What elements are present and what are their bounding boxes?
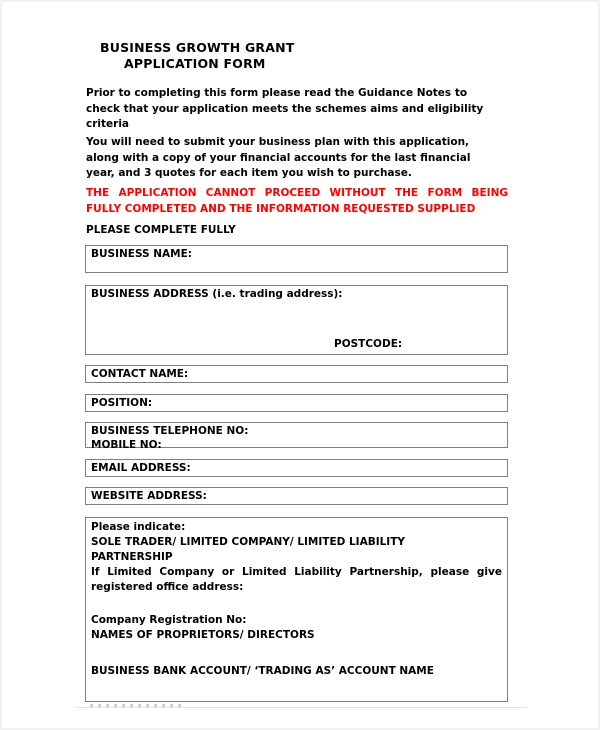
email-address-field[interactable] bbox=[85, 459, 508, 477]
text-line: Prior to completing this form please read the Guidance Notes to bbox=[86, 87, 468, 99]
text-line: FULLY COMPLETED AND THE INFORMATION REQUESTED SUPPLIED bbox=[86, 202, 476, 215]
blank-space bbox=[91, 643, 502, 664]
position-field[interactable] bbox=[85, 394, 508, 412]
business-address-field[interactable] bbox=[85, 285, 508, 355]
text-line: You will need to submit your business plan with this application, bbox=[86, 136, 470, 148]
mobile-no-label: MOBILE NO: bbox=[91, 438, 162, 451]
company-details-field[interactable] bbox=[85, 517, 508, 702]
blank-space bbox=[91, 595, 502, 613]
proprietors-directors-label: NAMES OF PROPRIETORS/ DIRECTORS bbox=[91, 629, 315, 641]
telephone-field[interactable] bbox=[85, 422, 508, 451]
contact-name-field[interactable] bbox=[85, 365, 508, 383]
business-telephone-label: BUSINESS TELEPHONE NO: bbox=[91, 425, 249, 437]
text-line: criteria bbox=[86, 118, 130, 130]
company-registration-no-label: Company Registration No: bbox=[91, 614, 247, 626]
text-line: year, and 3 quotes for each item you wish to purchase. bbox=[86, 167, 412, 179]
website-address-field[interactable] bbox=[85, 487, 508, 505]
website-address-label: WEBSITE ADDRESS: bbox=[91, 490, 207, 502]
submission-requirements-paragraph bbox=[86, 135, 508, 182]
text-line: along with a copy of your financial accounts for the last financial bbox=[86, 151, 471, 164]
email-address-label: EMAIL ADDRESS: bbox=[91, 462, 191, 474]
contact-name-label: CONTACT NAME: bbox=[91, 368, 189, 380]
registered-office-instruction-cont: registered office address: bbox=[91, 581, 244, 593]
please-indicate-label: Please indicate: bbox=[91, 521, 186, 533]
business-name-label: BUSINESS NAME: bbox=[91, 248, 193, 260]
text-line: check that your application meets the schemes aims and eligibility bbox=[86, 102, 484, 115]
guidance-note-paragraph bbox=[86, 86, 508, 133]
bank-account-name-label: BUSINESS BANK ACCOUNT/ ‘TRADING AS’ ACCOUNT NAME bbox=[91, 665, 434, 677]
title-line-1: BUSINESS GROWTH GRANT bbox=[100, 40, 295, 55]
warning-paragraph bbox=[86, 186, 508, 217]
company-type-options-label-cont: PARTNERSHIP bbox=[91, 551, 173, 563]
text-line: THE APPLICATION CANNOT PROCEED WITHOUT THE FORM BEING bbox=[86, 187, 508, 199]
business-name-field[interactable] bbox=[85, 245, 508, 273]
title-line-2: APPLICATION FORM bbox=[124, 56, 266, 71]
business-address-label: BUSINESS ADDRESS (i.e. trading address): bbox=[91, 288, 343, 300]
postcode-label: POSTCODE: bbox=[334, 337, 403, 350]
position-label: POSITION: bbox=[91, 397, 153, 409]
page-title bbox=[100, 40, 295, 72]
clipped-footer-line bbox=[77, 707, 527, 708]
please-complete-fully-label: PLEASE COMPLETE FULLY bbox=[86, 224, 236, 236]
company-type-options-label: SOLE TRADER/ LIMITED COMPANY/ LIMITED LIABILITY bbox=[91, 536, 405, 548]
registered-office-instruction: If Limited Company or Limited Liability Partnership, please give bbox=[91, 566, 502, 578]
clipped-footer-text-fragment bbox=[90, 704, 185, 707]
